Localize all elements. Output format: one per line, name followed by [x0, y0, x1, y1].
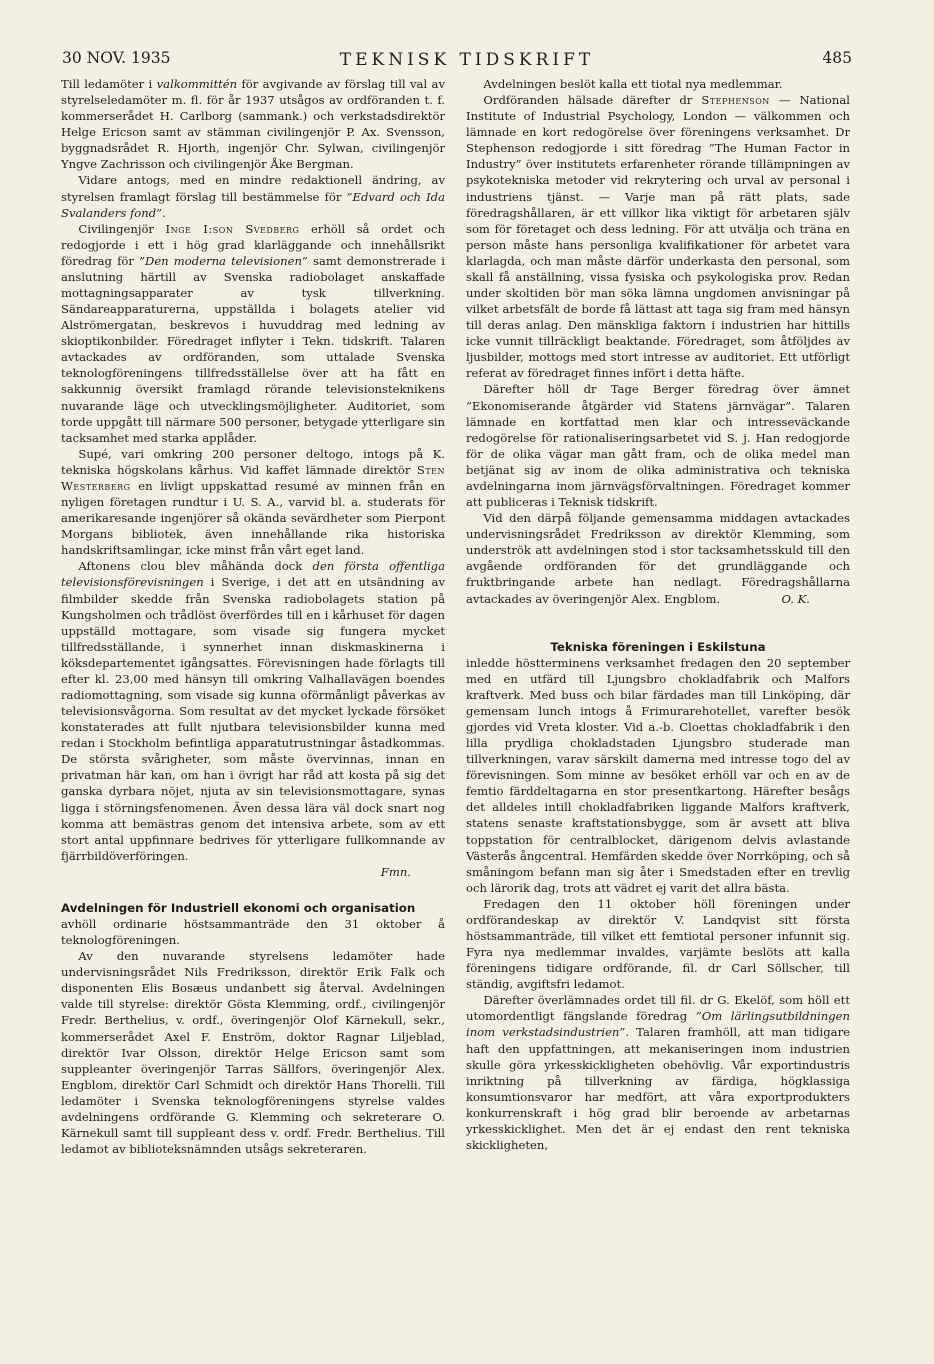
- paragraph: Därefter överlämnades ordet till fil. dr G. Ekelöf, som höll ett utomordentligt fängslande föredrag ”Om lärlingsutbildningen inom verkstadsindustrien”. Talaren framhöll, att man tidigare haft den uppfattningen, att mekaniseringen inom industrien skulle göra yrkesskickligheten obehövlig. Vår exportindustris inriktning på tillverkning av färdiga, högklassiga konsumtionsvaror har medfört, att våra exportprodukters konkurrenskraft i hög grad blir beroende av arbetarnas yrkesskicklighet. Men det är ej endast den rent tekniska skickligheten,: [466, 993, 850, 1152]
- paragraph: Av den nuvarande styrelsens ledamöter hade undervisningsrådet Nils Fredriksson, direktör Erik Falk och disponenten Elis Bosæus undanbett sig återval. Avdelningen valde till styrelse: direktör Gösta Klemming, ordf., civilingenjör Fredr. Berthelius, v. ordf., överingenjör Olof Kärnekull, sekr., kommerserådet Axel F. Enström, doktor Ragnar Liljeblad, direktör Ivar Olsson, direktör Helge Ericson samt som suppleanter överingenjör Tarras Sällfors, överingenjör Alex. Engblom, direktör Carl Schmidt och direktör Hans Thorelli. Till ledamöter i Svenska teknologföreningens styrelse valdes avdelningens ordförande G. Klemming och sekreterare O. Kärnekull samt till suppleant dess v. ordf. Fredr. Berthelius. Till ledamot av biblioteksnämnden utsågs sekreteraren.: [61, 949, 445, 1157]
- paragraph: Civilingenjör Inge I:son Svedberg erhöll så ordet och redogjorde i ett i hög grad klarläggande och innehållsrikt föredrag för ”Den moderna televisionen” samt demonstrerade i anslutning härtill av Svenska radiobolaget anskaffade mottagningsapparater av tysk tillverkning. Sändareapparaturerna, uppställda i bolagets atelier vid Alströmergatan, beskrevos i huvuddrag med ledning av skioptikonbilder. Föredraget inflyter i Tekn. tidskrift. Talaren avtackades av ordföranden, som uttalade Svenska teknologföreningens tillfredsställelse över att ha fått en sakkunnig översikt framlagd rörande televisionsteknikens nuvarande läge och utvecklingsmöjligheter. Auditoriet, som torde uppgått till närmare 500 personer, betygade ytterligare sin tacksamhet med starka applåder.: [61, 221, 445, 445]
- section-heading: Tekniska föreningen i Eskilstuna: [550, 639, 766, 654]
- spacer: [61, 880, 445, 900]
- paragraph: Ordföranden hälsade därefter dr Stephenson — National Institute of Industrial Psychology, London — välkommen och lämnade en kort redogörelse över föreningens verksamhet. Dr Stephenson redogjorde i sitt föredrag ”The Human Factor in Industry” över institutets erfarenheter rörande tillämpningen av psykotekniska metoder vid rekrytering och urval av personal i industriens tjänst. — Varje man på rätt plats, sade föredragshållaren, är ett villkor lika viktigt för arbetaren själv som för företaget och dess ledning. För att utvälja och träna en person måste hans personliga kvalifikationer för arbetet vara klarlagda, och man måste därför underkasta den personal, som skall få anställning, vissa fysiska och psykologiska prov. Redan under skoltiden bör man söka lämna ungdomen anvisningar på vilket arbetsfält de borde få lättast att taga sig fram med hänsyn till deras anlag. Den mänskliga faktorn i industrien har hittills icke vunnit tillräckligt beaktande. Föredraget, som åtföljdes av ljusbilder, mottogs med stort intresse av auditoriet. Ett utförligt referat av föredraget finnes infört i detta häfte.: [466, 93, 850, 381]
- signature: O. K.: [781, 591, 810, 606]
- journal-title: TEKNISK TIDSKRIFT: [339, 50, 595, 70]
- paragraph: Vidare antogs, med en mindre redaktionell ändring, av styrelsen framlagt förslag till bestämmelse för ”Edvard och Ida Svalanders fond”.: [61, 173, 446, 220]
- left-column: [61, 76, 445, 1157]
- section-heading: Avdelningen för Industriell ekonomi och organisation: [61, 900, 416, 915]
- page-number: 485: [822, 49, 852, 67]
- paragraph: Fredagen den 11 oktober höll föreningen under ordförandeskap av direktör V. Landqvist sitt första höstsammanträde, till vilket ett femtiotal personer infunnit sig. Fyra nya medlemmar invaldes, varjämte beslöts att kalla föreningens tidigare ordförande, fil. dr Carl Söllscher, till ständig, avgiftsfri ledamot.: [466, 896, 850, 992]
- paragraph: inledde höstterminens verksamhet fredagen den 20 september med en utfärd till Ljungsbro chokladfabrik och Malfors kraftverk. Med buss och bilar färdades man till Linköping, där gemensam lunch intogs å Frimurarehotellet, varefter besök gjordes vid Vreta kloster. Vid a.-b. Cloettas chokladfabrik i den lilla prydliga chokladstaden Ljungsbro studerade man tillverkningen, varav särskilt damerna med intresse togo del av förevisningen. Som minne av besöket erhöll var och en av de femtio färddeltagarna en stor presentkartong. Härefter besågs det alldeles intill chokladfabriken liggande Malfors kraftverk, statens senaste kraftstationsbygge, som är avsett att bliva toppstation för centralblocket, därigenom delvis avlastande Västerås ångcentral. Hemfärden skedde över Norrköping, och så småningom befann man sig åter i Smedstaden efter en trevlig och lärorik dag, trots att vädret ej varit det allra bästa.: [466, 655, 850, 895]
- header-date: 30 NOV. 1935: [62, 49, 171, 67]
- paragraph: Till ledamöter i valkommittén för avgivande av förslag till val av styrelseledamöter m. fl. för år 1937 utsågos av ordföranden t. f. kommerserådet H. Carlborg (sammank.) och verkstadsdirektör Helge Ericson samt av stämman civilingenjör P. Ax. Svensson, byggnadsrådet R. Hjorth, ingenjör Chr. Sylwan, civilingenjör Yngve Zachrisson och civilingenjör Åke Bergman.: [61, 77, 445, 172]
- paragraph: Därefter höll dr Tage Berger föredrag över ämnet ”Ekonomiserande åtgärder vid Statens järnvägar”. Talaren lämnade en kortfattad men klar och intresseväckande redogörelse för rationaliseringsarbetet vid S. j. Han redogjorde för de olika vägar man gått fram, och de olika medel man betjänat sig av inom de olika administrativa och tekniska avdelningarna inom järnvägsförvaltningen. Föredraget kommer att publiceras i Teknisk tidskrift.: [466, 382, 850, 510]
- paragraph: Aftonens clou blev måhända dock den första offentliga televisionsförevisningen i Sverige, i det att en utsändning av filmbilder skedde från Svenska radiobolagets station på Kungsholmen och trådlöst överfördes till en i kårhuset för dagen uppställd mottagare, som visade sig fungera mycket tillfredsställande, i synnerhet innan diskmaskinerna i köksdepartementet igångsattes. Förevisningen hade förlagts till efter kl. 23,00 med hänsyn till omkring Valhallavägen boendes radiomottagning, som visade sig kunna oförmånligt påverkas av televisionsvågorna. Som resultat av det mycket lyckade försöket konstaterades att fullt njutbara televisionsbilder kunna med redan i Stockholm befintliga apparatutrustningar åstadkommas. De största svårigheter, som måste övervinnas, innan en privatman här kan, om han i övrigt har råd att kosta på sig det ganska dyrbara nöjet, njuta av sin televisionsmottagare, synas ligga i störningsfenomenen. Även dessa lära väl dock snart nog komma att bemästras genom det intensiva arbete, som av ett stort antal uppfinnare bedrives för ytterligare fullkomnande av fjärrbildöverföringen.: [61, 559, 446, 863]
- paragraph: Vid den därpå följande gemensamma middagen avtackades undervisningsrådet Fredriksson av direktör Klemming, som underströk att avdelningen stod i stor tacksamhetsskuld till den avgående ordföranden för det grundläggande och fruktbringande arbete han nedlagt. Föredragshållarna avtackades av överingenjör Alex. Engblom. O. K.: [466, 511, 850, 606]
- spacer: [466, 607, 850, 639]
- paragraph: avhöll ordinarie höstsammanträde den 31 oktober å teknologföreningen.: [61, 916, 445, 948]
- signature: Fmn.: [380, 864, 411, 879]
- paragraph: Supé, vari omkring 200 personer deltogo, intogs på K. tekniska högskolans kårhus. Vid kaffet lämnade direktör Sten Westerberg en livligt uppskattad resumé av minnen från en nyligen företagen rundtur i U. S. A., varvid bl. a. studerats för amerikaresande ingenjörer så okända sevärdheter som Pierpont Morgans bibliotek, även innehållande rika historiska handskriftsamlingar, icke minst från vårt eget land.: [61, 446, 445, 558]
- right-column: [466, 76, 850, 1153]
- paragraph: Avdelningen beslöt kalla ett tiotal nya medlemmar.: [483, 77, 783, 91]
